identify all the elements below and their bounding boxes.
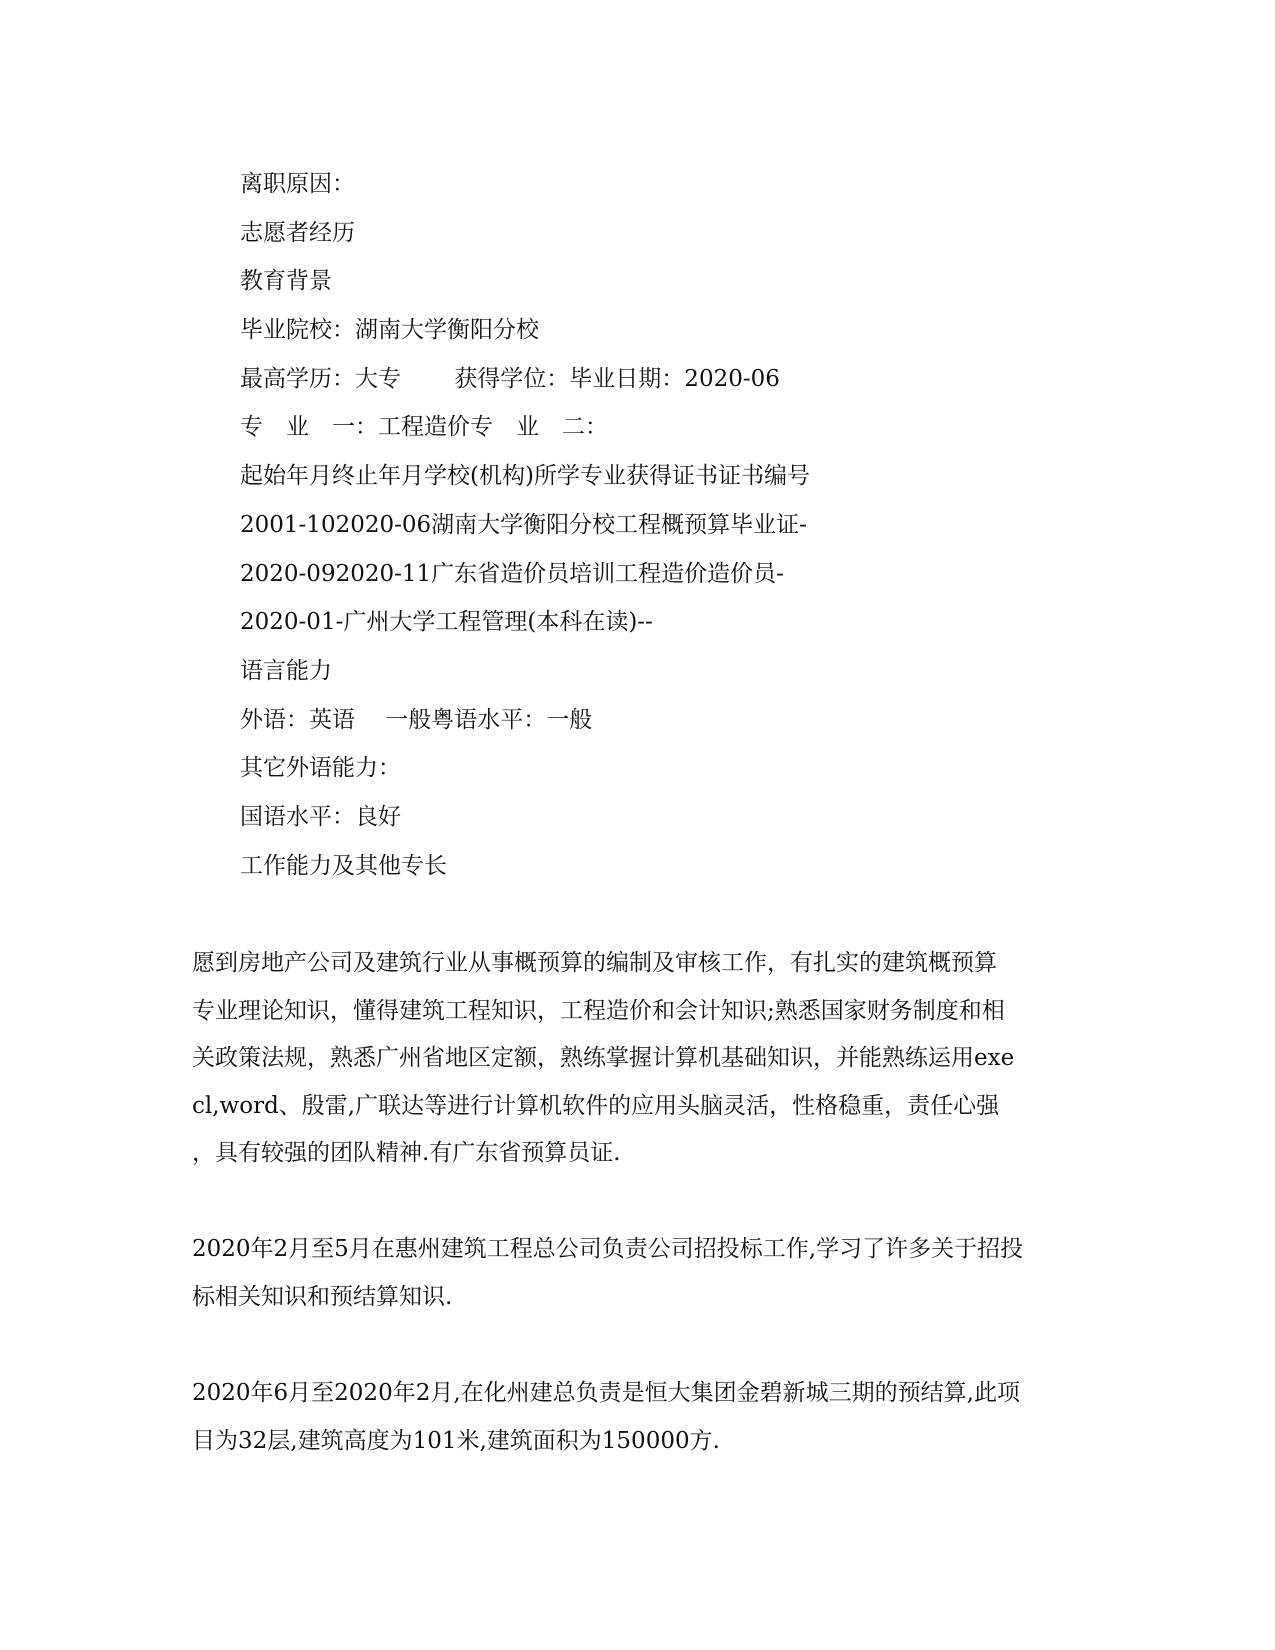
language-heading: 语言能力 [240,657,332,684]
skills-paragraph [192,940,1092,1178]
resume-info-block [240,160,1140,890]
paragraph-line: 愿到房地产公司及建筑行业从事概预算的编制及审核工作，有扎实的建筑概预算 [192,950,997,976]
paragraph-line: ，具有较强的团队精神.有广东省预算员证. [192,1140,621,1166]
paragraph-line: 目为32层,建筑高度为101米,建筑面积为150000方. [192,1427,720,1454]
education-table-header: 起始年月终止年月学校(机构)所学专业获得证书证书编号 [240,463,810,490]
highest-degree: 最高学历：大专 获得学位：毕业日期：2020-06 [240,365,780,392]
paragraph-line: 2020年2月至5月在惠州建筑工程总公司负责公司招投标工作,学习了许多关于招投 [192,1236,1024,1262]
majors: 专 业 一：工程造价专 业 二： [240,414,608,441]
work-experience-paragraph-1 [192,1226,1092,1321]
leave-reason-label: 离职原因： [240,171,355,197]
work-experience-paragraph-2 [192,1370,1092,1465]
graduate-school: 毕业院校：湖南大学衡阳分校 [240,317,539,344]
foreign-language: 外语：英语 一般粤语水平：一般 [240,706,593,733]
mandarin-level: 国语水平：良好 [240,803,401,830]
skills-heading: 工作能力及其他专长 [240,852,447,879]
paragraph-line: 2020年6月至2020年2月,在化州建总负责是恒大集团金碧新城三期的预结算,此项 [192,1380,1020,1406]
education-row: 2001-102020-06湖南大学衡阳分校工程概预算毕业证- [240,511,807,538]
education-row: 2020-01-广州大学工程管理(本科在读)-- [240,609,653,636]
paragraph-line: 标相关知识和预结算知识. [192,1283,453,1310]
paragraph-line: cl,word、殷雷,广联达等进行计算机软件的应用头脑灵活，性格稳重，责任心强 [192,1092,1000,1119]
paragraph-line: 专业理论知识，懂得建筑工程知识，工程造价和会计知识;熟悉国家财务制度和相 [192,997,1005,1024]
education-heading: 教育背景 [240,268,332,295]
other-languages: 其它外语能力： [240,755,401,782]
volunteer-heading: 志愿者经历 [240,219,355,246]
paragraph-line: 关政策法规，熟悉广州省地区定额，熟练掌握计算机基础知识，并能熟练运用exe [192,1045,1015,1071]
education-row: 2020-092020-11广东省造价员培训工程造价造价员- [240,560,784,587]
